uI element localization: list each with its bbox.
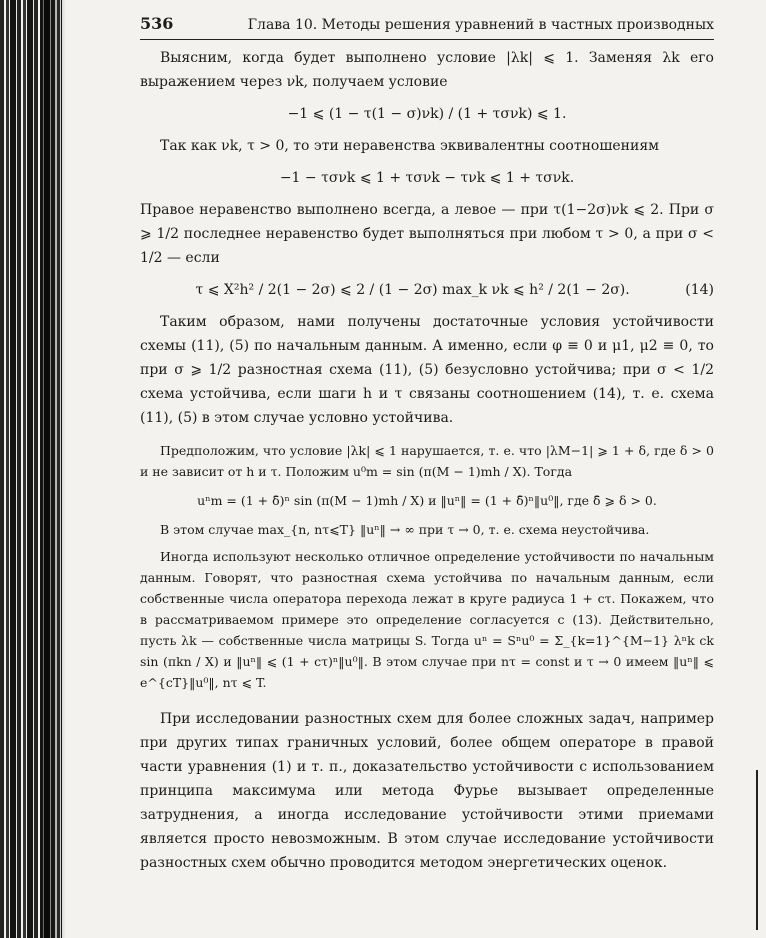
gutter-fade (40, 0, 66, 938)
formula-14 (140, 278, 714, 302)
formula-1: −1 ⩽ (1 − τ(1 − σ)νk) / (1 + τσνk) ⩽ 1. (287, 106, 567, 122)
page-number: 536 (140, 14, 174, 33)
paragraph-1: Выясним, когда будет выполнено условие |λk| ⩽ 1. Заменяя λk его выражением через νk, получаем условие (140, 50, 714, 90)
paragraph-4: Таким образом, нами получены достаточные условия устойчивости схемы (11), (5) по начальным данным. А именно, если φ ≡ 0 и μ1, μ2 ≡ 0, то при σ ⩾ 1/2 разностная схема (11), (5) безусловно устойчива; при σ < 1/2 схема устойчива, если шаги h и τ связаны соотношением (14), т. е. схема (11), (5) в этом случае условно устойчива. (140, 314, 714, 426)
paragraph-2: Так как νk, τ > 0, то эти неравенства эквивалентны соотношениям (160, 138, 660, 154)
page-edge-mark (756, 770, 758, 930)
small-paragraph-2: В этом случае max_{n, nτ⩽T} ‖uⁿ‖ → ∞ при τ → 0, т. е. схема неустойчива. (160, 522, 650, 537)
formula-14-text: τ ⩽ X²h² / 2(1 − 2σ) ⩽ 2 / (1 − 2σ) max_k νk ⩽ h² / 2(1 − 2σ). (195, 282, 630, 298)
formula-small: uⁿm = (1 + δ̄)ⁿ sin (π(M − 1)mh / X) и ‖uⁿ‖ = (1 + δ̄)ⁿ‖u⁰‖, где δ̄ ⩾ δ > 0. (197, 493, 657, 508)
small-print-block (140, 440, 714, 693)
page (140, 12, 714, 875)
formula-2: −1 − τσνk ⩽ 1 + τσνk − τνk ⩽ 1 + τσνk. (279, 170, 575, 186)
running-title: Глава 10. Методы решения уравнений в частных производных (247, 17, 714, 33)
small-paragraph-3: Иногда используют несколько отличное определение устойчивости по начальным данным. Говорят, что разностная схема устойчива по начальным данным, если собственные числа оператора перехода лежат в круге радиуса 1 + cτ. Покажем, что в рассматриваемом примере это определение согласуется с (13). Действительно, пусть λk — собственные числа матрицы S. Тогда uⁿ = Sⁿu⁰ = Σ_{k=1}^{M−1} λⁿk ck sin (πkn / X) и ‖uⁿ‖ ⩽ (1 + cτ)ⁿ‖u⁰‖. В этом случае при nτ = const и τ → 0 имеем ‖uⁿ‖ ⩽ e^{cT}‖u⁰‖, nτ ⩽ T. (140, 549, 714, 690)
paragraph-3: Правое неравенство выполнено всегда, а левое — при τ(1−2σ)νk ⩽ 2. При σ ⩾ 1/2 последнее неравенство будет выполняться при любом τ > 0, а при σ < 1/2 — если (140, 202, 714, 266)
small-paragraph-1: Предположим, что условие |λk| ⩽ 1 нарушается, т. е. что |λM−1| ⩾ 1 + δ, где δ > 0 и не зависит от h и τ. Положим u⁰m = sin (π(M − 1)mh / X). Тогда (140, 443, 714, 479)
page-header (140, 12, 714, 40)
equation-number: (14) (685, 282, 714, 298)
paragraph-5: При исследовании разностных схем для более сложных задач, например при других типах граничных условий, более общем операторе в правой части уравнения (1) и т. п., доказательство устойчивости с использованием принципа максимума или метода Фурье вызывает определенные затруднения, а иногда исследование устойчивости этими приемами является просто невозможным. В этом случае исследование устойчивости разностных схем обычно проводится методом энергетических оценок. (140, 711, 714, 871)
